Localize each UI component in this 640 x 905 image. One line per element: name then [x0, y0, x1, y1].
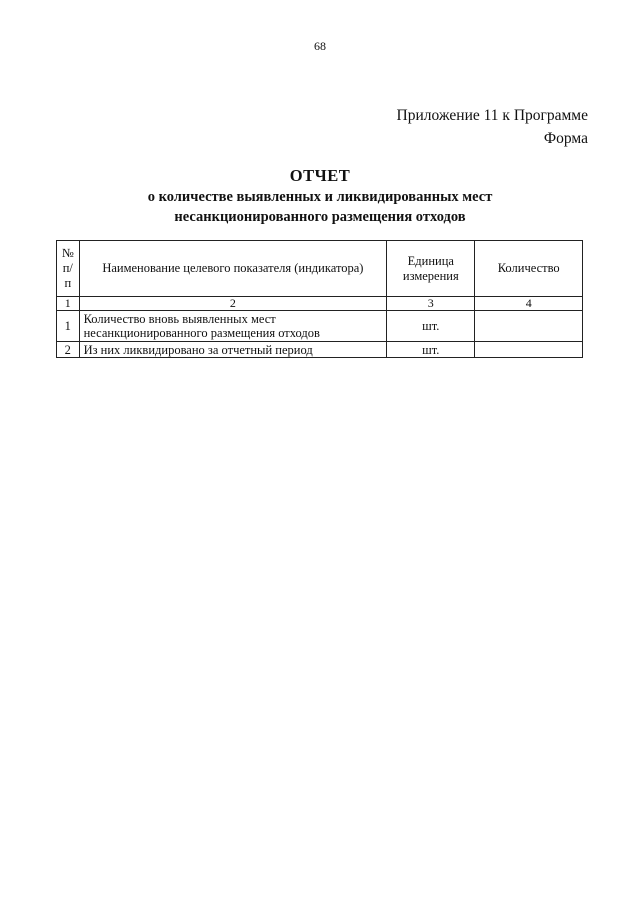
- table-row: [57, 311, 583, 342]
- column-index: 3: [387, 297, 475, 311]
- form-label: Форма: [543, 130, 588, 147]
- page-number: 68: [314, 39, 326, 53]
- report-title: ОТЧЕТ: [289, 166, 351, 185]
- column-index: 2: [79, 297, 387, 311]
- row-number: 2: [57, 342, 80, 358]
- report-subtitle-line2: несанкционированного размещения отходов: [174, 209, 466, 225]
- header-unit: Единица измерения: [387, 241, 475, 297]
- row-unit: шт.: [387, 311, 475, 342]
- header-quantity: Количество: [475, 241, 583, 297]
- report-table: [56, 240, 583, 358]
- report-subtitle-line1: о количестве выявленных и ликвидированных мест: [147, 189, 493, 205]
- column-index: 1: [57, 297, 80, 311]
- report-title-block: [0, 165, 640, 227]
- row-quantity: [475, 311, 583, 342]
- header-indicator-name: Наименование целевого показателя (индикатора): [79, 241, 387, 297]
- header-number: № п/п: [57, 241, 80, 297]
- appendix-line: Приложение 11 к Программе: [396, 107, 588, 124]
- row-indicator-name: Количество вновь выявленных мест несанкционированного размещения отходов: [79, 311, 387, 342]
- row-number: 1: [57, 311, 80, 342]
- column-index: 4: [475, 297, 583, 311]
- appendix-reference: [397, 104, 588, 150]
- column-index-row: [57, 297, 583, 311]
- row-unit: шт.: [387, 342, 475, 358]
- row-quantity: [475, 342, 583, 358]
- table-header-row: [57, 241, 583, 297]
- row-indicator-name: Из них ликвидировано за отчетный период: [79, 342, 387, 358]
- table-row: [57, 342, 583, 358]
